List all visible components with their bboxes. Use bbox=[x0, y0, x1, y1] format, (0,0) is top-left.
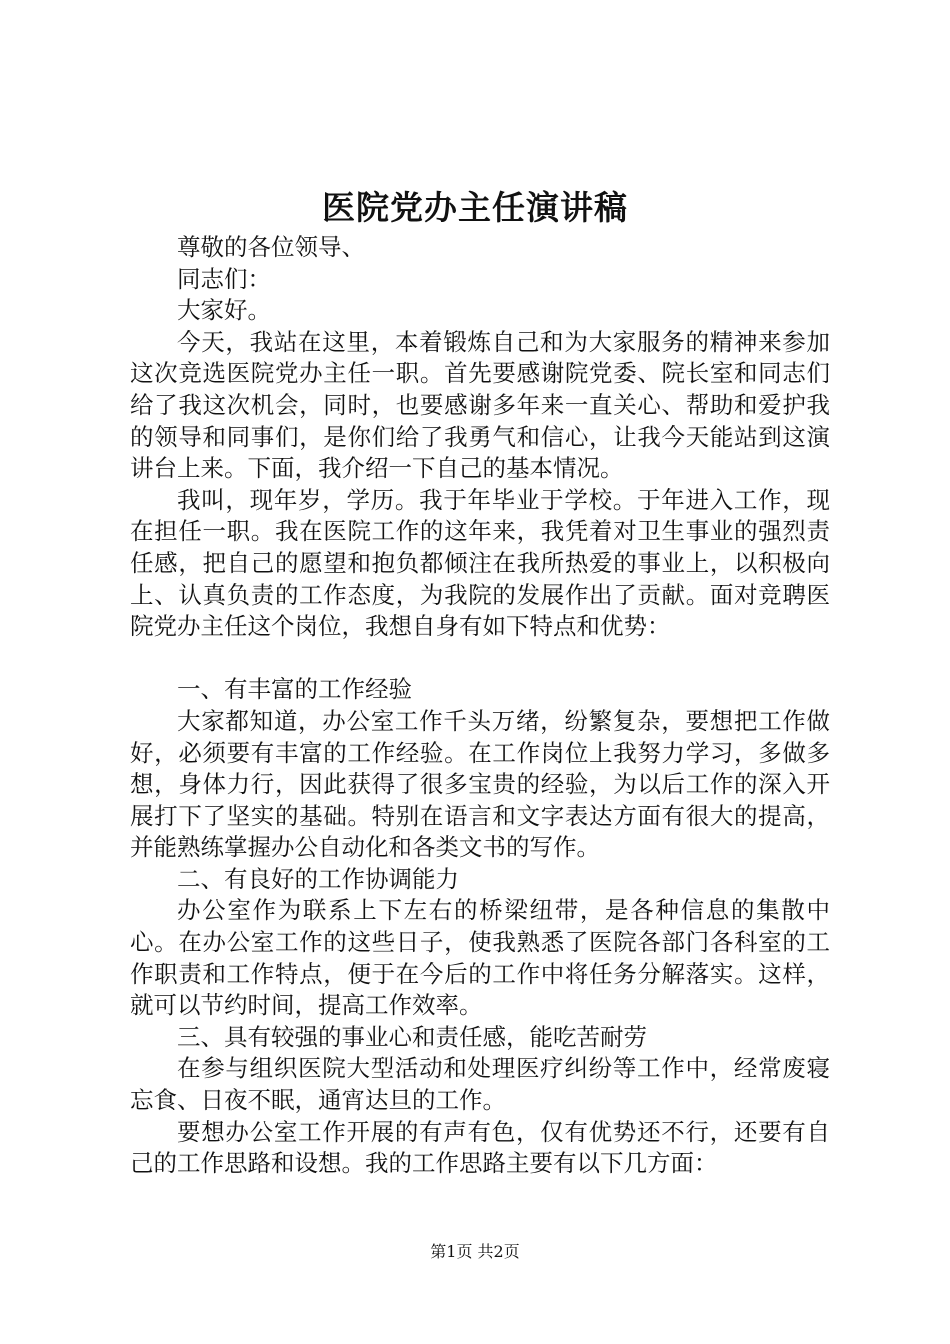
page-footer: 第1页 共2页 bbox=[430, 1242, 520, 1261]
greeting: 大家好。 bbox=[177, 296, 271, 325]
paragraph-introduction: 今天，我站在这里，本着锻炼自己和为大家服务的精神来参加这次竞选医院党办主任一职。首先要感谢院党委、院长室和同志们给了我这次机会，同时，也要感谢多年来一直关心、帮助和爱护我的领导和同事们，是你们给了我勇气和信心，让我今天能站到这演讲台上来。下面，我介绍一下自己的基本情况。 bbox=[130, 327, 830, 483]
paragraph-work-plan: 要想办公室工作开展的有声有色，仅有优势还不行，还要有自己的工作思路和设想。我的工作思路主要有以下几方面： bbox=[130, 1117, 830, 1178]
document-title: 医院党办主任演讲稿 bbox=[322, 188, 628, 227]
document-body bbox=[130, 232, 830, 1180]
section-heading-3: 三、具有较强的事业心和责任感，能吃苦耐劳 bbox=[177, 1022, 647, 1051]
paragraph-coordination: 办公室作为联系上下左右的桥梁纽带，是各种信息的集散中心。在办公室工作的这些日子，使我熟悉了医院各部门各科室的工作职责和工作特点，便于在今后的工作中将任务分解落实。这样，就可以节约时间，提高工作效率。 bbox=[130, 896, 830, 1020]
salutation-line-2: 同志们： bbox=[177, 264, 271, 293]
section-heading-1: 一、有丰富的工作经验 bbox=[177, 675, 412, 704]
paragraph-background: 我叫，现年岁，学历。我于年毕业于学校。于年进入工作，现在担任一职。我在医院工作的这年来，我凭着对卫生事业的强烈责任感，把自己的愿望和抱负都倾注在我所热爱的事业上，以积极向上、认真负责的工作态度，为我院的发展作出了贡献。面对竞聘医院党办主任这个岗位，我想自身有如下特点和优势： bbox=[130, 485, 830, 641]
paragraph-dedication: 在参与组织医院大型活动和处理医疗纠纷等工作中，经常废寝忘食、日夜不眠，通宵达旦的工作。 bbox=[130, 1054, 830, 1115]
paragraph-experience: 大家都知道，办公室工作千头万绪，纷繁复杂，要想把工作做好，必须要有丰富的工作经验。在工作岗位上我努力学习，多做多想，身体力行，因此获得了很多宝贵的经验，为以后工作的深入开展打下了坚实的基础。特别在语言和文字表达方面有很大的提高，并能熟练掌握办公自动化和各类文书的写作。 bbox=[130, 706, 830, 862]
salutation-line-1: 尊敬的各位领导、 bbox=[177, 233, 365, 261]
section-heading-2: 二、有良好的工作协调能力 bbox=[177, 864, 459, 893]
